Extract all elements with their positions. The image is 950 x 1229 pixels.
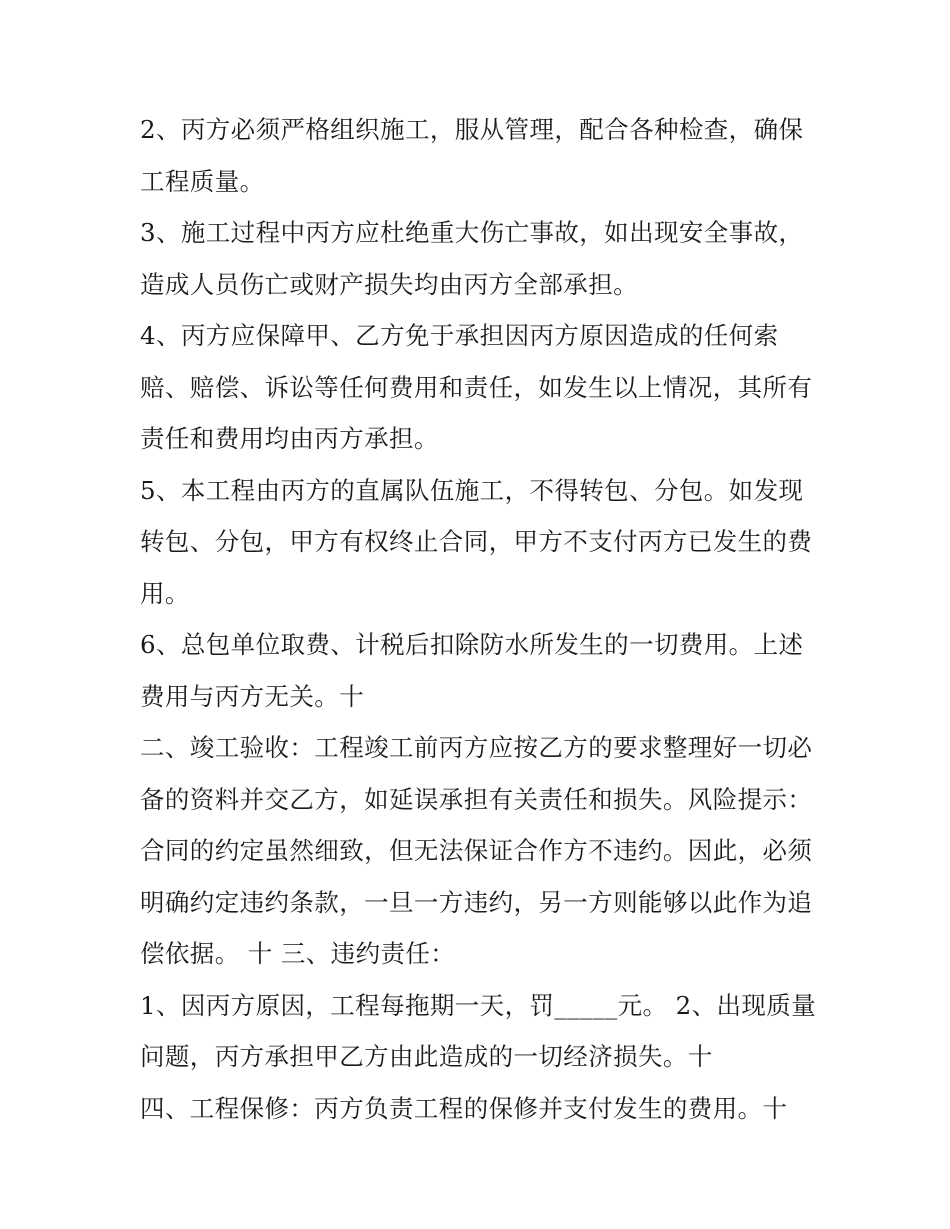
text-line: 2、丙方必须严格组织施工，服从管理，配合各种检查，确保 bbox=[140, 115, 804, 144]
text-line: 6、总包单位取费、计税后扣除防水所发生的一切费用。上述 bbox=[140, 630, 804, 659]
text-line: 4、丙方应保障甲、乙方免于承担因丙方原因造成的任何索 bbox=[140, 321, 779, 350]
text-line: 合同的约定虽然细致，但无法保证合作方不违约。因此，必须 bbox=[140, 836, 813, 865]
text-line: 四、工程保修：丙方负责工程的保修并支付发生的费用。十 bbox=[140, 1093, 788, 1123]
text-line: 1、因丙方原因，工程每拖期一天，罚_____元。 2、出现质量 bbox=[140, 990, 817, 1020]
text-line: 偿依据。 十 三、违约责任： bbox=[140, 939, 456, 968]
text-line: 造成人员伤亡或财产损失均由丙方全部承担。 bbox=[140, 269, 638, 299]
text-line: 费用与丙方无关。十 bbox=[140, 681, 365, 711]
text-line: 3、施工过程中丙方应杜绝重大伤亡事故，如出现安全事故， bbox=[140, 218, 804, 247]
text-line: 责任和费用均由丙方承担。 bbox=[140, 424, 439, 453]
text-line: 问题，丙方承担甲乙方由此造成的一切经济损失。十 bbox=[140, 1042, 713, 1071]
contract-text bbox=[140, 104, 820, 1134]
text-line: 5、本工程由丙方的直属队伍施工，不得转包、分包。如发现 bbox=[140, 475, 804, 505]
text-line: 用。 bbox=[140, 578, 190, 608]
text-line: 赔、赔偿、诉讼等任何费用和责任，如发生以上情况，其所有 bbox=[140, 372, 813, 402]
text-line: 备的资料并交乙方，如延误承担有关责任和损失。风险提示： bbox=[140, 784, 813, 814]
text-line: 明确约定违约条款，一旦一方违约，另一方则能够以此作为追 bbox=[140, 887, 813, 917]
text-line: 工程质量。 bbox=[140, 166, 265, 196]
text-line: 转包、分包，甲方有权终止合同，甲方不支付丙方已发生的费 bbox=[140, 527, 813, 556]
text-line: 二、竣工验收：工程竣工前丙方应按乙方的要求整理好一切必 bbox=[140, 733, 813, 762]
